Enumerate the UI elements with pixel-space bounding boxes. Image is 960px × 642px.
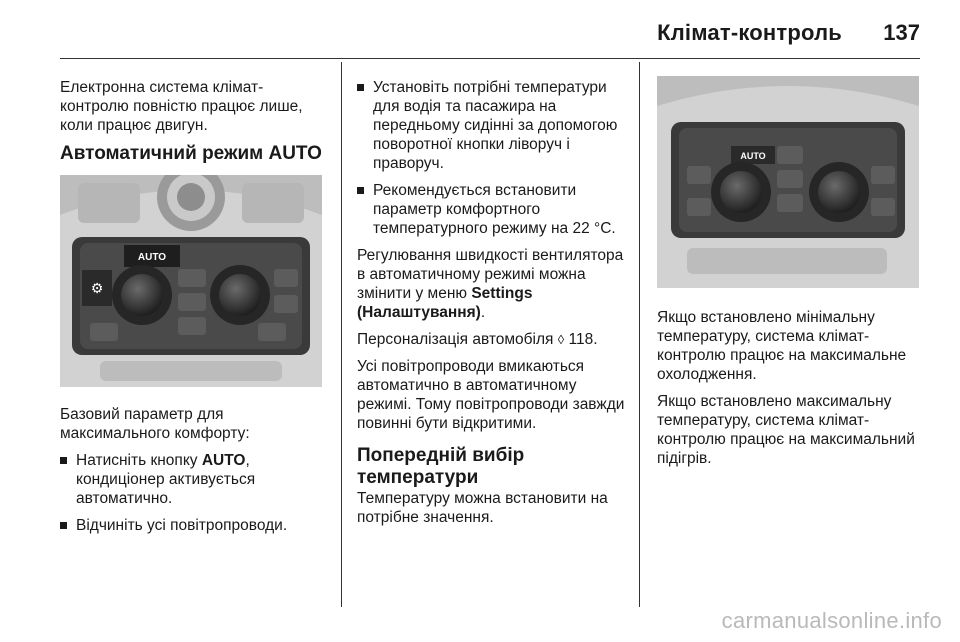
- temp-text: Температуру можна встановити на потрібне значення.: [357, 490, 608, 526]
- base-setting-text: Базовий параметр для максимального комфорту:: [60, 406, 250, 442]
- page-header: [0, 0, 960, 60]
- min-temp-text: Якщо встановлено мінімальну температуру, система клімат-контролю працює на максимальне охолодження.: [657, 309, 907, 383]
- intro-text: Електронна система клімат-контролю повністю працює лише, коли працює двигун.: [60, 79, 303, 134]
- fan-speed-text: Регулювання швидкості вентилятора в автоматичному режимі можна змінити у меню Settings (Налаштування).: [357, 247, 624, 321]
- column-separator-2: [639, 62, 640, 607]
- bullet-open-vents: Відчиніть усі повітропроводи.: [60, 516, 325, 535]
- auto-label: AUTO: [740, 151, 766, 161]
- section-title: Клімат-контроль: [657, 20, 842, 45]
- page-number: 137: [883, 20, 920, 45]
- column-separator-1: [341, 62, 342, 607]
- auto-label: AUTO: [137, 252, 167, 263]
- watermark: carmanualsonline.info: [721, 608, 942, 633]
- bullet-set-temperatures: Установіть потрібні температури для водія та пасажира на передньому сидінні за допомогою поворотної кнопки ліворуч і праворуч.: [357, 78, 625, 173]
- bullet-press-auto: Натисніть кнопку AUTO, кондиціонер активується автоматично.: [60, 451, 325, 508]
- climate-panel-figure-2: [657, 76, 919, 288]
- bullet-square-icon: [60, 457, 67, 464]
- bullet-square-icon: [357, 84, 364, 91]
- fan-settings-icon: ⚙: [90, 281, 104, 297]
- personalization-ref: Персоналізація автомобіля ◊ 118.: [357, 331, 598, 348]
- column-1: [60, 78, 325, 543]
- bullet-square-icon: [357, 187, 364, 194]
- header-rule: [60, 58, 920, 59]
- climate-panel-figure-1: [60, 175, 322, 387]
- auto-mode-heading: Автоматичний режим AUTO: [60, 143, 322, 164]
- column-2: [357, 78, 625, 535]
- vents-text: Усі повітропроводи вмикаються автоматично в автоматичному режимі. Тому повітропроводи завжди повинні бути відкритими.: [357, 358, 625, 432]
- bullet-recommended-temp: Рекомендується встановити параметр комфортного температурного режиму на 22 °C.: [357, 181, 625, 238]
- column-3: [657, 76, 919, 476]
- page-reference-icon: ◊: [557, 332, 565, 347]
- bullet-square-icon: [60, 522, 67, 529]
- temp-preselect-heading: Попередній вибір температури: [357, 445, 525, 488]
- max-temp-text: Якщо встановлено максимальну температуру, система клімат-контролю працює на максимальний підігрів.: [657, 393, 915, 467]
